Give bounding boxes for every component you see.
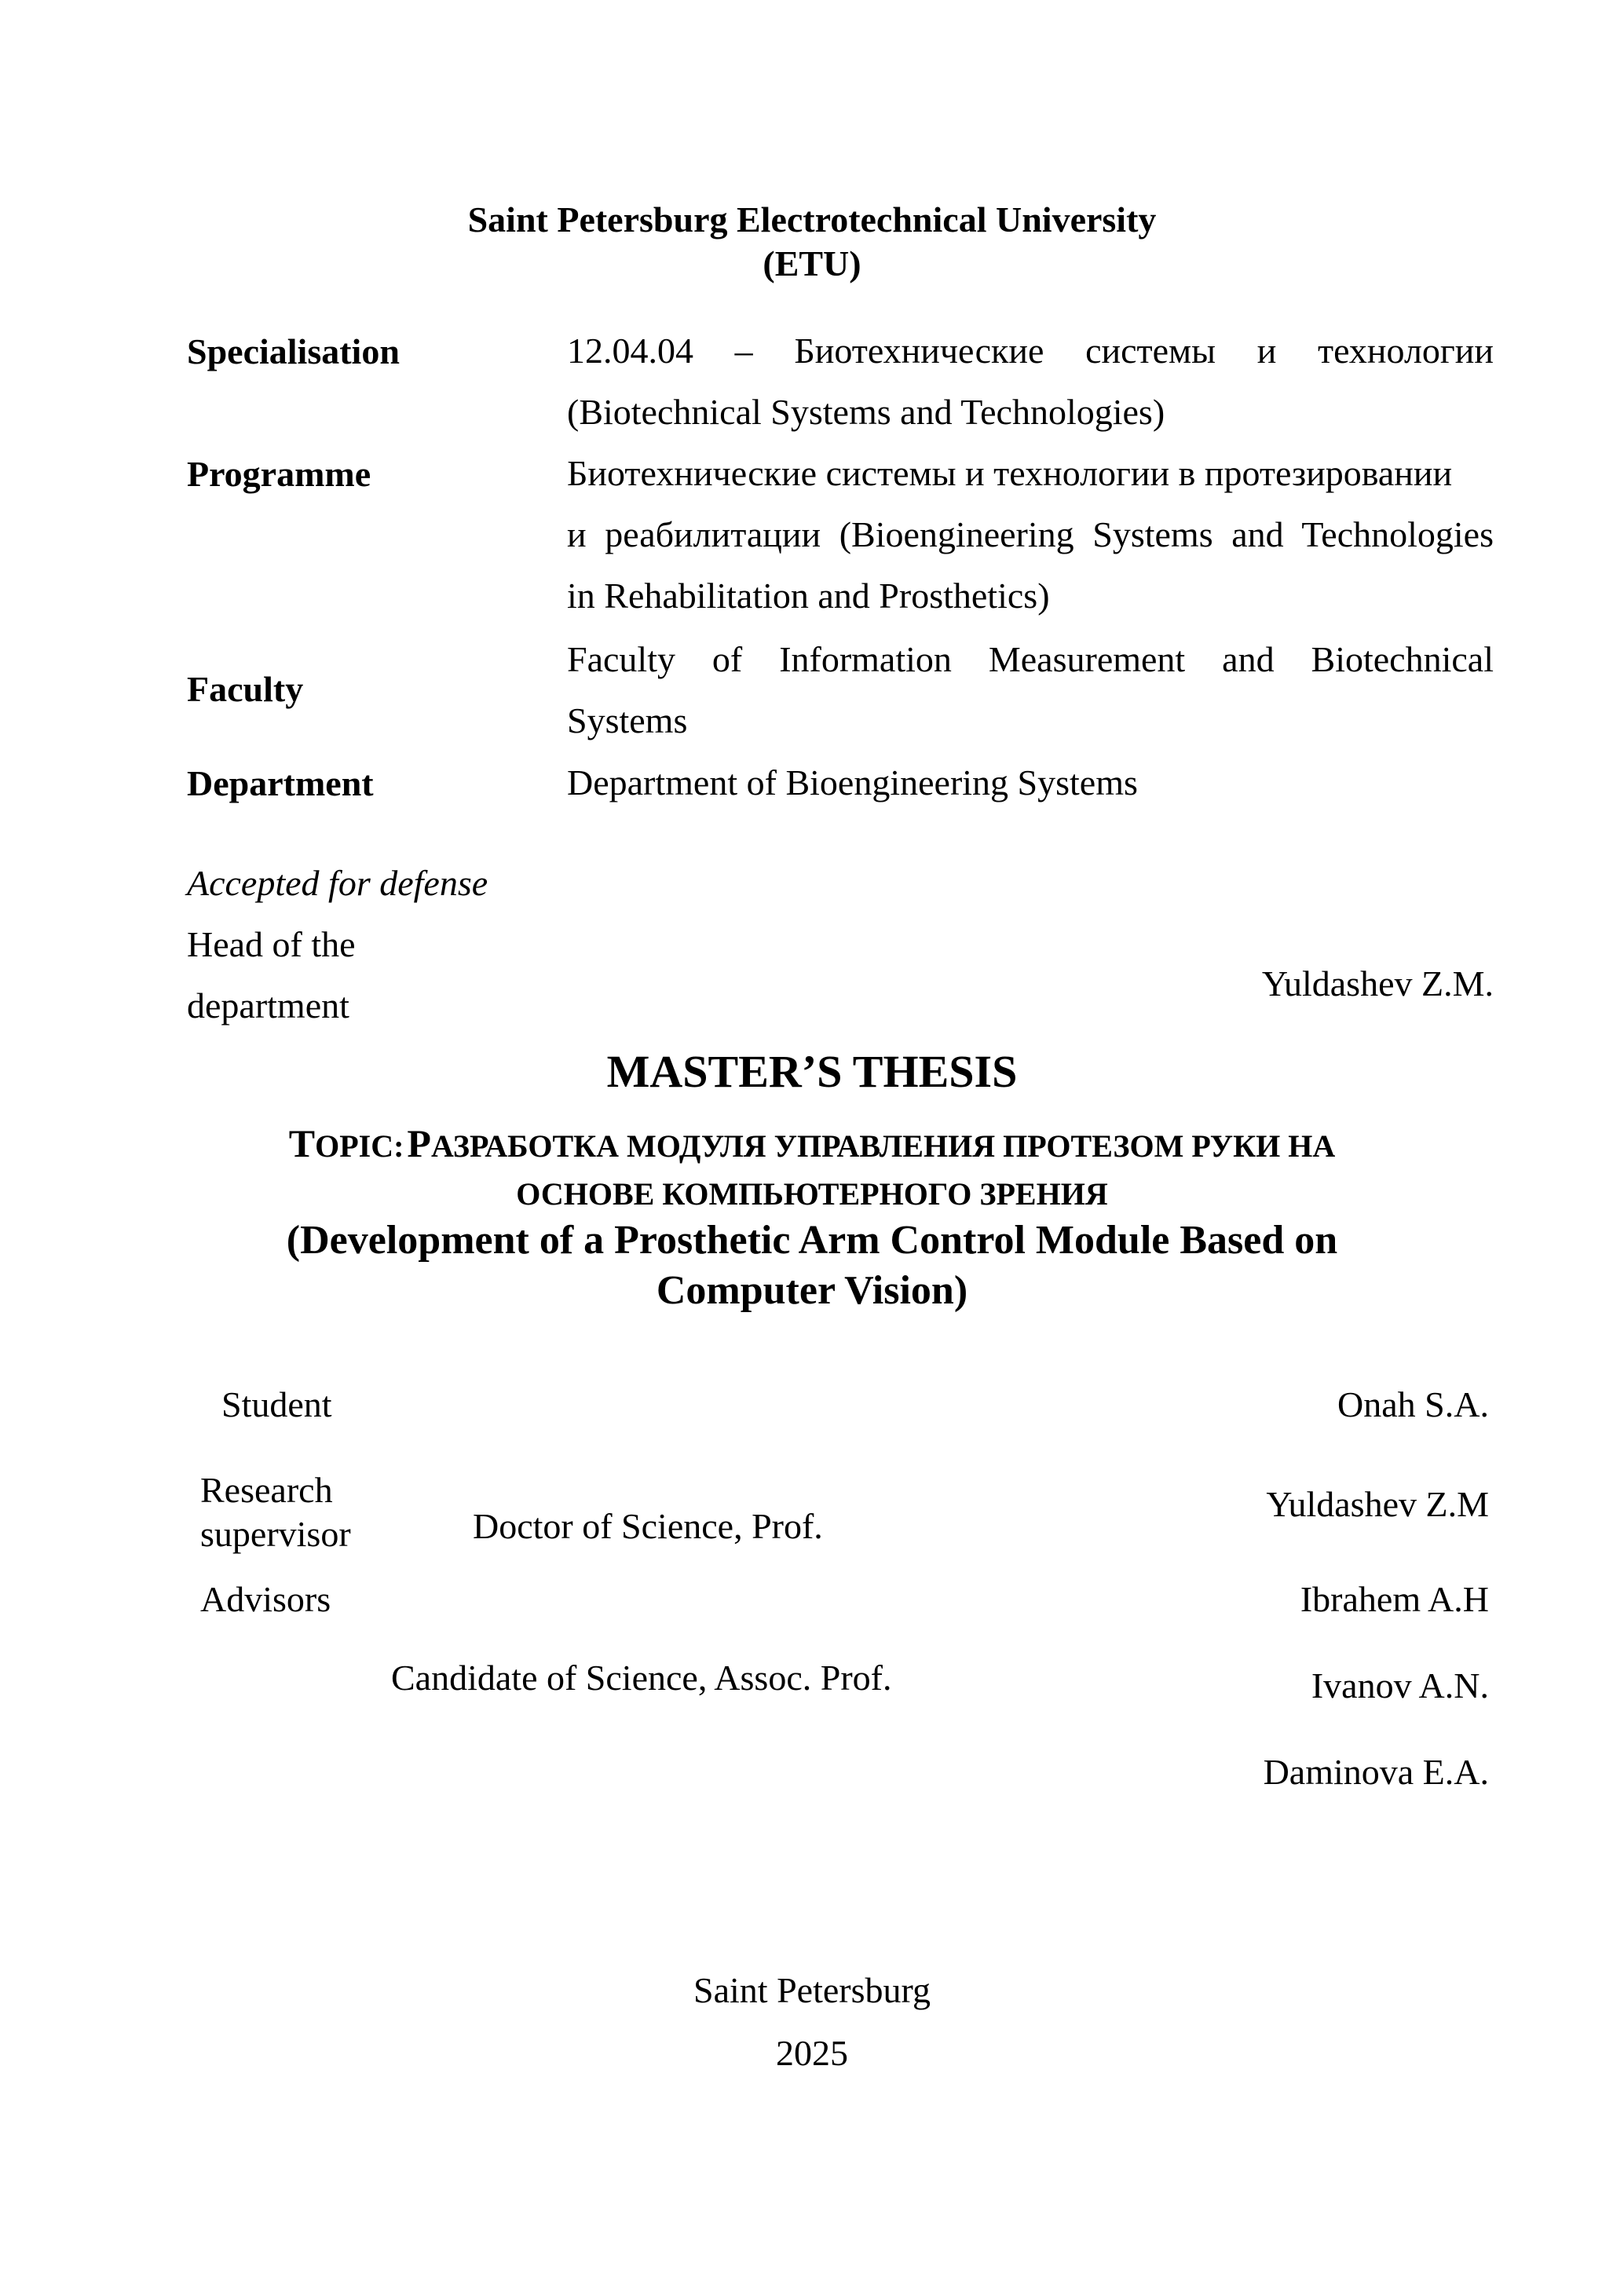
topic-ru-line-1-rest: АЗРАБОТКА МОДУЛЯ УПРАВЛЕНИЯ ПРОТЕЗОМ РУКИ НА <box>430 1128 1336 1164</box>
footer-year: 2025 <box>776 2033 848 2073</box>
head-of-department-name: Yuldashev Z.M. <box>1261 963 1494 1004</box>
topic-en-line-2: Computer Vision) <box>656 1268 968 1313</box>
programme-line-3: in Rehabilitation and Prosthetics) <box>567 576 1050 616</box>
supervisor-degree: Doctor of Science, Prof. <box>473 1506 823 1546</box>
supervisor-label-line-2: supervisor <box>200 1514 351 1554</box>
programme-line-1: Биотехнические системы и технологии в протезировании <box>567 453 1453 493</box>
advisor-degree: Candidate of Science, Assoc. Prof. <box>391 1658 892 1698</box>
thesis-title: MASTER’S THESIS <box>606 1046 1018 1097</box>
specialisation-line-1: 12.04.04 – Биотехнические системы и технологии <box>567 331 1494 371</box>
specialisation-label: Specialisation <box>187 331 400 371</box>
department-value: Department of Bioengineering Systems <box>567 762 1138 803</box>
topic-ru-line-2: ОСНОВЕ КОМПЬЮТЕРНОГО ЗРЕНИЯ <box>516 1176 1108 1212</box>
head-of-department-line-2: department <box>187 985 349 1026</box>
faculty-line-2: Systems <box>567 700 688 740</box>
accepted-for-defense: Accepted for defense <box>187 863 488 903</box>
university-abbreviation: (ETU) <box>763 243 861 283</box>
student-name: Onah S.A. <box>1337 1384 1489 1424</box>
supervisor-name: Yuldashev Z.M <box>1266 1484 1489 1524</box>
specialisation-line-2: (Biotechnical Systems and Technologies) <box>567 392 1165 432</box>
advisor-name-1: Ibrahem A.H <box>1300 1579 1489 1619</box>
faculty-line-1: Faculty of Information Measurement and Biotechnical <box>567 639 1494 679</box>
topic-en-line-1: (Development of a Prosthetic Arm Control Module Based on <box>286 1218 1338 1263</box>
footer-city: Saint Petersburg <box>693 1970 931 2010</box>
student-label: Student <box>221 1384 332 1424</box>
advisor-name-3: Daminova E.A. <box>1263 1752 1489 1792</box>
programme-label: Programme <box>187 454 371 494</box>
topic-line-1 <box>0 1120 1624 1177</box>
department-label: Department <box>187 763 374 803</box>
head-of-department-line-1: Head of the <box>187 924 356 964</box>
university-name: Saint Petersburg Electrotechnical University <box>467 199 1157 239</box>
programme-line-2: и реабилитации (Bioengineering Systems and Technologies <box>567 514 1494 554</box>
supervisor-label-line-1: Research <box>200 1470 333 1510</box>
topic-prefix-rest: OPIC: <box>315 1128 404 1164</box>
topic-prefix-initial: T <box>288 1121 316 1165</box>
topic-ru-initial: Р <box>407 1121 431 1165</box>
advisor-name-2: Ivanov A.N. <box>1311 1665 1489 1706</box>
advisors-label: Advisors <box>200 1579 331 1619</box>
faculty-label: Faculty <box>187 669 304 709</box>
